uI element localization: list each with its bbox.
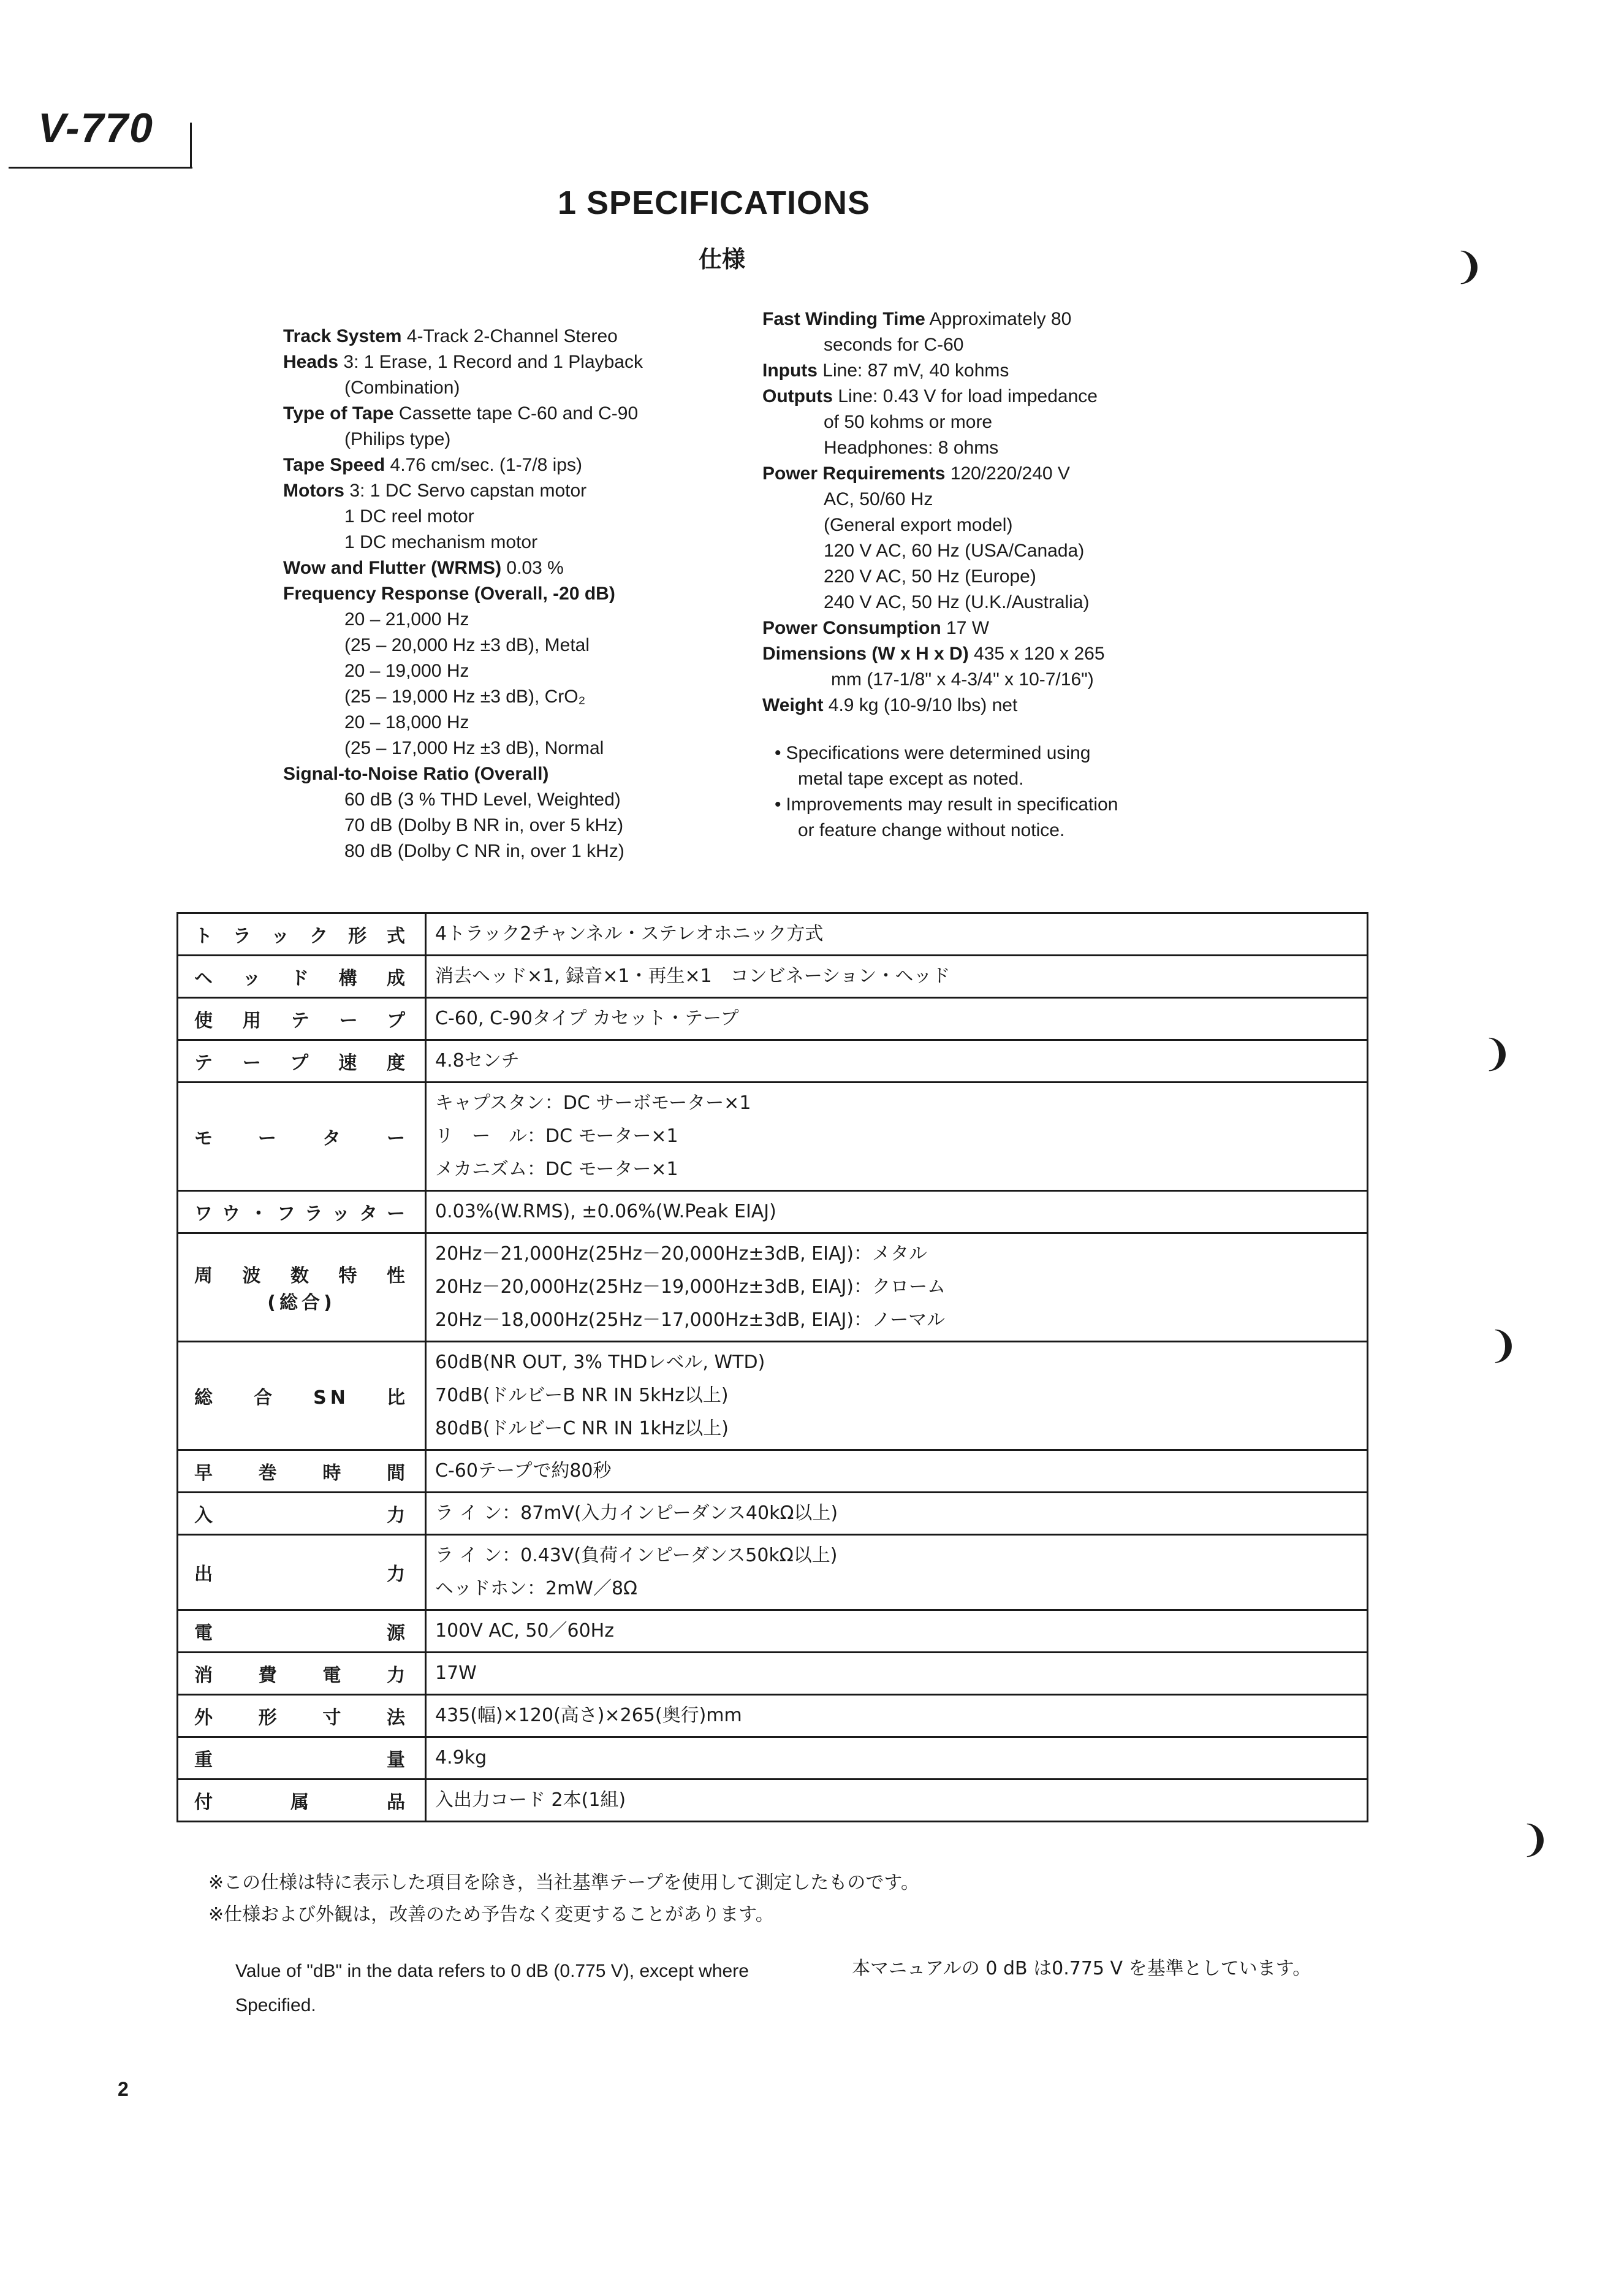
spec-value-jp [426, 998, 1368, 1040]
db-reference-note-jp: 本マニュアルの 0 dB は0.775 V を基準としています。 [852, 1958, 1311, 1979]
spec-label: Tape Speed [283, 455, 385, 475]
spec-line [283, 427, 643, 452]
spec-key-jp [178, 1653, 426, 1695]
note-item [775, 740, 1118, 766]
spec-label: Wow and Flutter (WRMS) [283, 558, 502, 578]
spec-line [283, 452, 643, 478]
spec-key-jp [178, 1233, 426, 1342]
spec-key-jp [178, 913, 426, 956]
spec-value-line: 入出力コード 2本(1組) [435, 1789, 626, 1811]
spec-value: 220 V AC, 50 Hz (Europe) [824, 566, 1036, 587]
spec-line [283, 787, 643, 813]
note-continuation: metal tape except as noted. [798, 769, 1024, 789]
spec-key-line: 使用テープ [194, 1010, 409, 1032]
binder-mark-1: ❩ [1454, 246, 1485, 287]
spec-key-jp [178, 1610, 426, 1653]
spec-value-line: 0.03%(W.RMS), ±0.06%(W.Peak EIAJ) [435, 1201, 776, 1222]
spec-value-line: 17W [435, 1662, 477, 1684]
spec-label: Dimensions (W x H x D) [762, 644, 969, 664]
spec-key-line: 付属品 [194, 1792, 409, 1813]
spec-line [762, 538, 1105, 564]
spec-line [762, 384, 1105, 409]
spec-value-line: 80dB(ドルビーC NR IN 1kHz以上) [435, 1418, 729, 1439]
spec-key-line: ヘッド構成 [194, 968, 409, 989]
spec-label: Power Consumption [762, 618, 941, 638]
spec-label: Signal-to-Noise Ratio (Overall) [283, 764, 549, 784]
note-item [775, 792, 1118, 818]
spec-line [762, 487, 1105, 512]
spec-line [283, 478, 643, 504]
table-row [178, 1040, 1368, 1083]
spec-value: 80 dB (Dolby C NR in, over 1 kHz) [344, 841, 624, 861]
spec-key-line: 入力 [194, 1505, 409, 1526]
table-row [178, 1535, 1368, 1610]
spec-line [762, 409, 1105, 435]
spec-line [283, 349, 643, 375]
table-row [178, 1083, 1368, 1191]
spec-value: 20 – 21,000 Hz [344, 609, 469, 630]
spec-line [762, 615, 1105, 641]
page-subtitle-jp: 仕様 [699, 247, 746, 273]
footnote-jp-2: ※仕様および外観は，改善のため予告なく変更することがあります。 [208, 1904, 774, 1925]
spec-value: (Philips type) [344, 429, 451, 449]
spec-value: (25 – 17,000 Hz ±3 dB), Normal [344, 738, 604, 758]
spec-value: seconds for C-60 [824, 335, 964, 355]
table-row [178, 1610, 1368, 1653]
spec-key-line: 総合SN比 [194, 1387, 409, 1409]
spec-value-jp [426, 1535, 1368, 1610]
spec-line [283, 839, 643, 864]
spec-value-jp [426, 956, 1368, 998]
spec-column-right [762, 306, 1105, 718]
spec-notes [775, 740, 1118, 843]
spec-key-line: 早巻時間 [194, 1463, 409, 1484]
model-number: V-770 [38, 105, 154, 151]
spec-value: 60 dB (3 % THD Level, Weighted) [344, 790, 621, 810]
spec-value: Line: 0.43 V for load impedance [832, 386, 1098, 406]
spec-value-jp [426, 1342, 1368, 1450]
spec-line [283, 813, 643, 839]
spec-value: 3: 1 DC Servo capstan motor [344, 481, 587, 501]
spec-value-line: リ ー ル：DC モーター×1 [435, 1125, 678, 1147]
spec-key-jp [178, 1493, 426, 1535]
spec-value-line: 20Hz－20,000Hz(25Hz－19,000Hz±3dB, EIAJ)：クローム [435, 1276, 946, 1298]
spec-key-jp [178, 956, 426, 998]
spec-value: 17 W [941, 618, 990, 638]
spec-line [283, 736, 643, 761]
spec-value-jp [426, 1737, 1368, 1779]
spec-key-jp [178, 1779, 426, 1822]
spec-value: 435 x 120 x 265 [968, 644, 1105, 664]
spec-line [762, 332, 1105, 358]
spec-key-line: 周波数特性 [194, 1265, 409, 1287]
spec-key-line: 外形寸法 [194, 1707, 409, 1729]
spec-key-jp [178, 998, 426, 1040]
note-text: Improvements may result in specification [786, 794, 1118, 815]
spec-value: Approximately 80 [925, 309, 1072, 329]
spec-key-jp [178, 1535, 426, 1610]
table-row [178, 1342, 1368, 1450]
db-reference-note-en [235, 1954, 749, 2023]
spec-value: 120/220/240 V [945, 463, 1070, 484]
spec-value-line: 4.9kg [435, 1747, 487, 1768]
spec-value: 1 DC reel motor [344, 506, 474, 527]
spec-line [283, 710, 643, 736]
table-row [178, 1653, 1368, 1695]
spec-value-line: 435(幅)×120(高さ)×265(奥行)mm [435, 1705, 742, 1726]
spec-value-line: 20Hz－18,000Hz(25Hz－17,000Hz±3dB, EIAJ)：ノーマル [435, 1309, 946, 1331]
spec-value: 0.03 % [501, 558, 564, 578]
spec-value-jp [426, 1695, 1368, 1737]
spec-value-jp [426, 1233, 1368, 1342]
spec-label: Type of Tape [283, 403, 394, 424]
note-text: Specifications were determined using [786, 743, 1091, 763]
binder-mark-3: ❩ [1488, 1325, 1519, 1366]
spec-value-jp [426, 1191, 1368, 1233]
spec-line [762, 306, 1105, 332]
spec-value: 3: 1 Erase, 1 Record and 1 Playback [338, 352, 643, 372]
spec-key-jp [178, 1342, 426, 1450]
spec-column-left [283, 324, 643, 864]
table-row [178, 1233, 1368, 1342]
page-title: 1 SPECIFICATIONS [558, 185, 871, 221]
spec-label: Weight [762, 695, 824, 715]
spec-value-jp [426, 1450, 1368, 1493]
spec-value: 4-Track 2-Channel Stereo [401, 326, 618, 346]
spec-value: 120 V AC, 60 Hz (USA/Canada) [824, 541, 1085, 561]
model-bracket [190, 123, 192, 168]
spec-value: 20 – 19,000 Hz [344, 661, 469, 681]
spec-value-jp [426, 1493, 1368, 1535]
spec-value-jp [426, 1040, 1368, 1083]
spec-value-line: 60dB(NR OUT, 3% THDレベル, WTD) [435, 1352, 765, 1373]
spec-value-line: C-60, C-90タイプ カセット・テープ [435, 1008, 739, 1029]
spec-value-line: ラ イ ン：0.43V(負荷インピーダンス50kΩ以上) [435, 1545, 838, 1566]
spec-line [762, 358, 1105, 384]
spec-value-jp [426, 1779, 1368, 1822]
spec-key-jp [178, 1191, 426, 1233]
spec-key-jp [178, 1450, 426, 1493]
bullet-icon: • [775, 743, 781, 763]
spec-line [283, 581, 643, 607]
table-row [178, 1779, 1368, 1822]
spec-value-line: 100V AC, 50／60Hz [435, 1620, 614, 1642]
spec-value-jp [426, 1610, 1368, 1653]
spec-key-line: 出力 [194, 1564, 409, 1585]
spec-value: (Combination) [344, 378, 460, 398]
table-row [178, 1191, 1368, 1233]
spec-label: Frequency Response (Overall, -20 dB) [283, 584, 615, 604]
bullet-icon: • [775, 794, 781, 815]
spec-value-jp [426, 1653, 1368, 1695]
page-number: 2 [118, 2078, 129, 2100]
note-continuation: or feature change without notice. [798, 820, 1065, 840]
spec-value: 4.76 cm/sec. (1-7/8 ips) [385, 455, 582, 475]
table-row [178, 1695, 1368, 1737]
spec-label: Motors [283, 481, 344, 501]
spec-line [283, 504, 643, 530]
spec-key-line: 消費電力 [194, 1665, 409, 1686]
spec-value: (25 – 19,000 Hz ±3 dB), CrO₂ [344, 687, 586, 707]
spec-value-line: ヘッドホン：2mW／8Ω [435, 1578, 637, 1599]
footnote-jp-1: ※この仕様は特に表示した項目を除き，当社基準テープを使用して測定したものです。 [208, 1872, 920, 1893]
spec-line [283, 658, 643, 684]
spec-value-line: キャプスタン：DC サーボモーター×1 [435, 1092, 751, 1114]
spec-value: Line: 87 mV, 40 kohms [818, 360, 1009, 381]
jp-spec-table [176, 912, 1368, 1822]
spec-line [762, 641, 1105, 667]
spec-key-jp [178, 1083, 426, 1191]
table-row [178, 1737, 1368, 1779]
spec-value: AC, 50/60 Hz [824, 489, 933, 509]
spec-line [762, 461, 1105, 487]
spec-value: (General export model) [824, 515, 1013, 535]
spec-value: (25 – 20,000 Hz ±3 dB), Metal [344, 635, 590, 655]
spec-line [762, 435, 1105, 461]
table-row [178, 956, 1368, 998]
spec-key-line: (総合) [267, 1292, 336, 1314]
spec-label: Track System [283, 326, 402, 346]
spec-label: Heads [283, 352, 339, 372]
spec-value: 1 DC mechanism motor [344, 532, 538, 552]
spec-key-line: ワウ・フラッター [194, 1203, 409, 1225]
db-note-line-1: Value of "dB" in the data refers to 0 dB (0.775 V), except where [235, 1961, 749, 1981]
spec-line [283, 401, 643, 427]
spec-label: Power Requirements [762, 463, 946, 484]
spec-value: 20 – 18,000 Hz [344, 712, 469, 733]
model-underline [9, 167, 192, 169]
spec-value: mm (17-1/8" x 4-3/4" x 10-7/16") [831, 669, 1094, 690]
spec-key-jp [178, 1695, 426, 1737]
spec-line [283, 530, 643, 555]
spec-line [283, 324, 643, 349]
table-row [178, 913, 1368, 956]
spec-value-line: 消去ヘッド×1, 録音×1・再生×1 コンビネーション・ヘッド [435, 965, 950, 987]
spec-value: 70 dB (Dolby B NR in, over 5 kHz) [344, 815, 624, 835]
spec-key-jp [178, 1040, 426, 1083]
spec-value-line: 4トラック2チャンネル・ステレオホニック方式 [435, 923, 824, 945]
spec-key-line: モーター [194, 1128, 409, 1149]
table-row [178, 1450, 1368, 1493]
spec-value-line: ラ イ ン：87mV(入力インピーダンス40kΩ以上) [435, 1502, 838, 1524]
spec-value: Cassette tape C-60 and C-90 [393, 403, 639, 424]
spec-key-line: トラック形式 [194, 926, 409, 947]
spec-line [283, 607, 643, 633]
spec-line [283, 375, 643, 401]
spec-value-line: メカニズム：DC モーター×1 [435, 1159, 678, 1180]
table-row [178, 1493, 1368, 1535]
spec-line [283, 633, 643, 658]
spec-label: Fast Winding Time [762, 309, 925, 329]
spec-key-jp [178, 1737, 426, 1779]
spec-line [283, 684, 643, 710]
binder-mark-2: ❩ [1482, 1033, 1513, 1074]
spec-value-line: 20Hz－21,000Hz(25Hz－20,000Hz±3dB, EIAJ)：メタル [435, 1243, 928, 1265]
spec-line [762, 667, 1105, 693]
spec-label: Outputs [762, 386, 833, 406]
spec-line [283, 555, 643, 581]
spec-value: Headphones: 8 ohms [824, 438, 999, 458]
spec-line [762, 693, 1105, 718]
spec-value-jp [426, 913, 1368, 956]
spec-key-line: 重量 [194, 1749, 409, 1771]
binder-mark-4: ❩ [1520, 1819, 1551, 1860]
spec-label: Inputs [762, 360, 818, 381]
spec-value: of 50 kohms or more [824, 412, 993, 432]
table-row [178, 998, 1368, 1040]
spec-key-line: 電源 [194, 1623, 409, 1644]
spec-line [283, 761, 643, 787]
db-note-line-2: Specified. [235, 1995, 316, 2015]
spec-line [762, 564, 1105, 590]
spec-value-line: 4.8センチ [435, 1050, 520, 1071]
spec-key-line: テープ速度 [194, 1052, 409, 1074]
spec-value: 240 V AC, 50 Hz (U.K./Australia) [824, 592, 1090, 612]
spec-line [762, 590, 1105, 615]
spec-value-line: C-60テープで約80秒 [435, 1460, 612, 1482]
spec-value: 4.9 kg (10-9/10 lbs) net [823, 695, 1018, 715]
spec-value-line: 70dB(ドルビーB NR IN 5kHz以上) [435, 1385, 729, 1406]
spec-value-jp [426, 1083, 1368, 1191]
spec-line [762, 512, 1105, 538]
